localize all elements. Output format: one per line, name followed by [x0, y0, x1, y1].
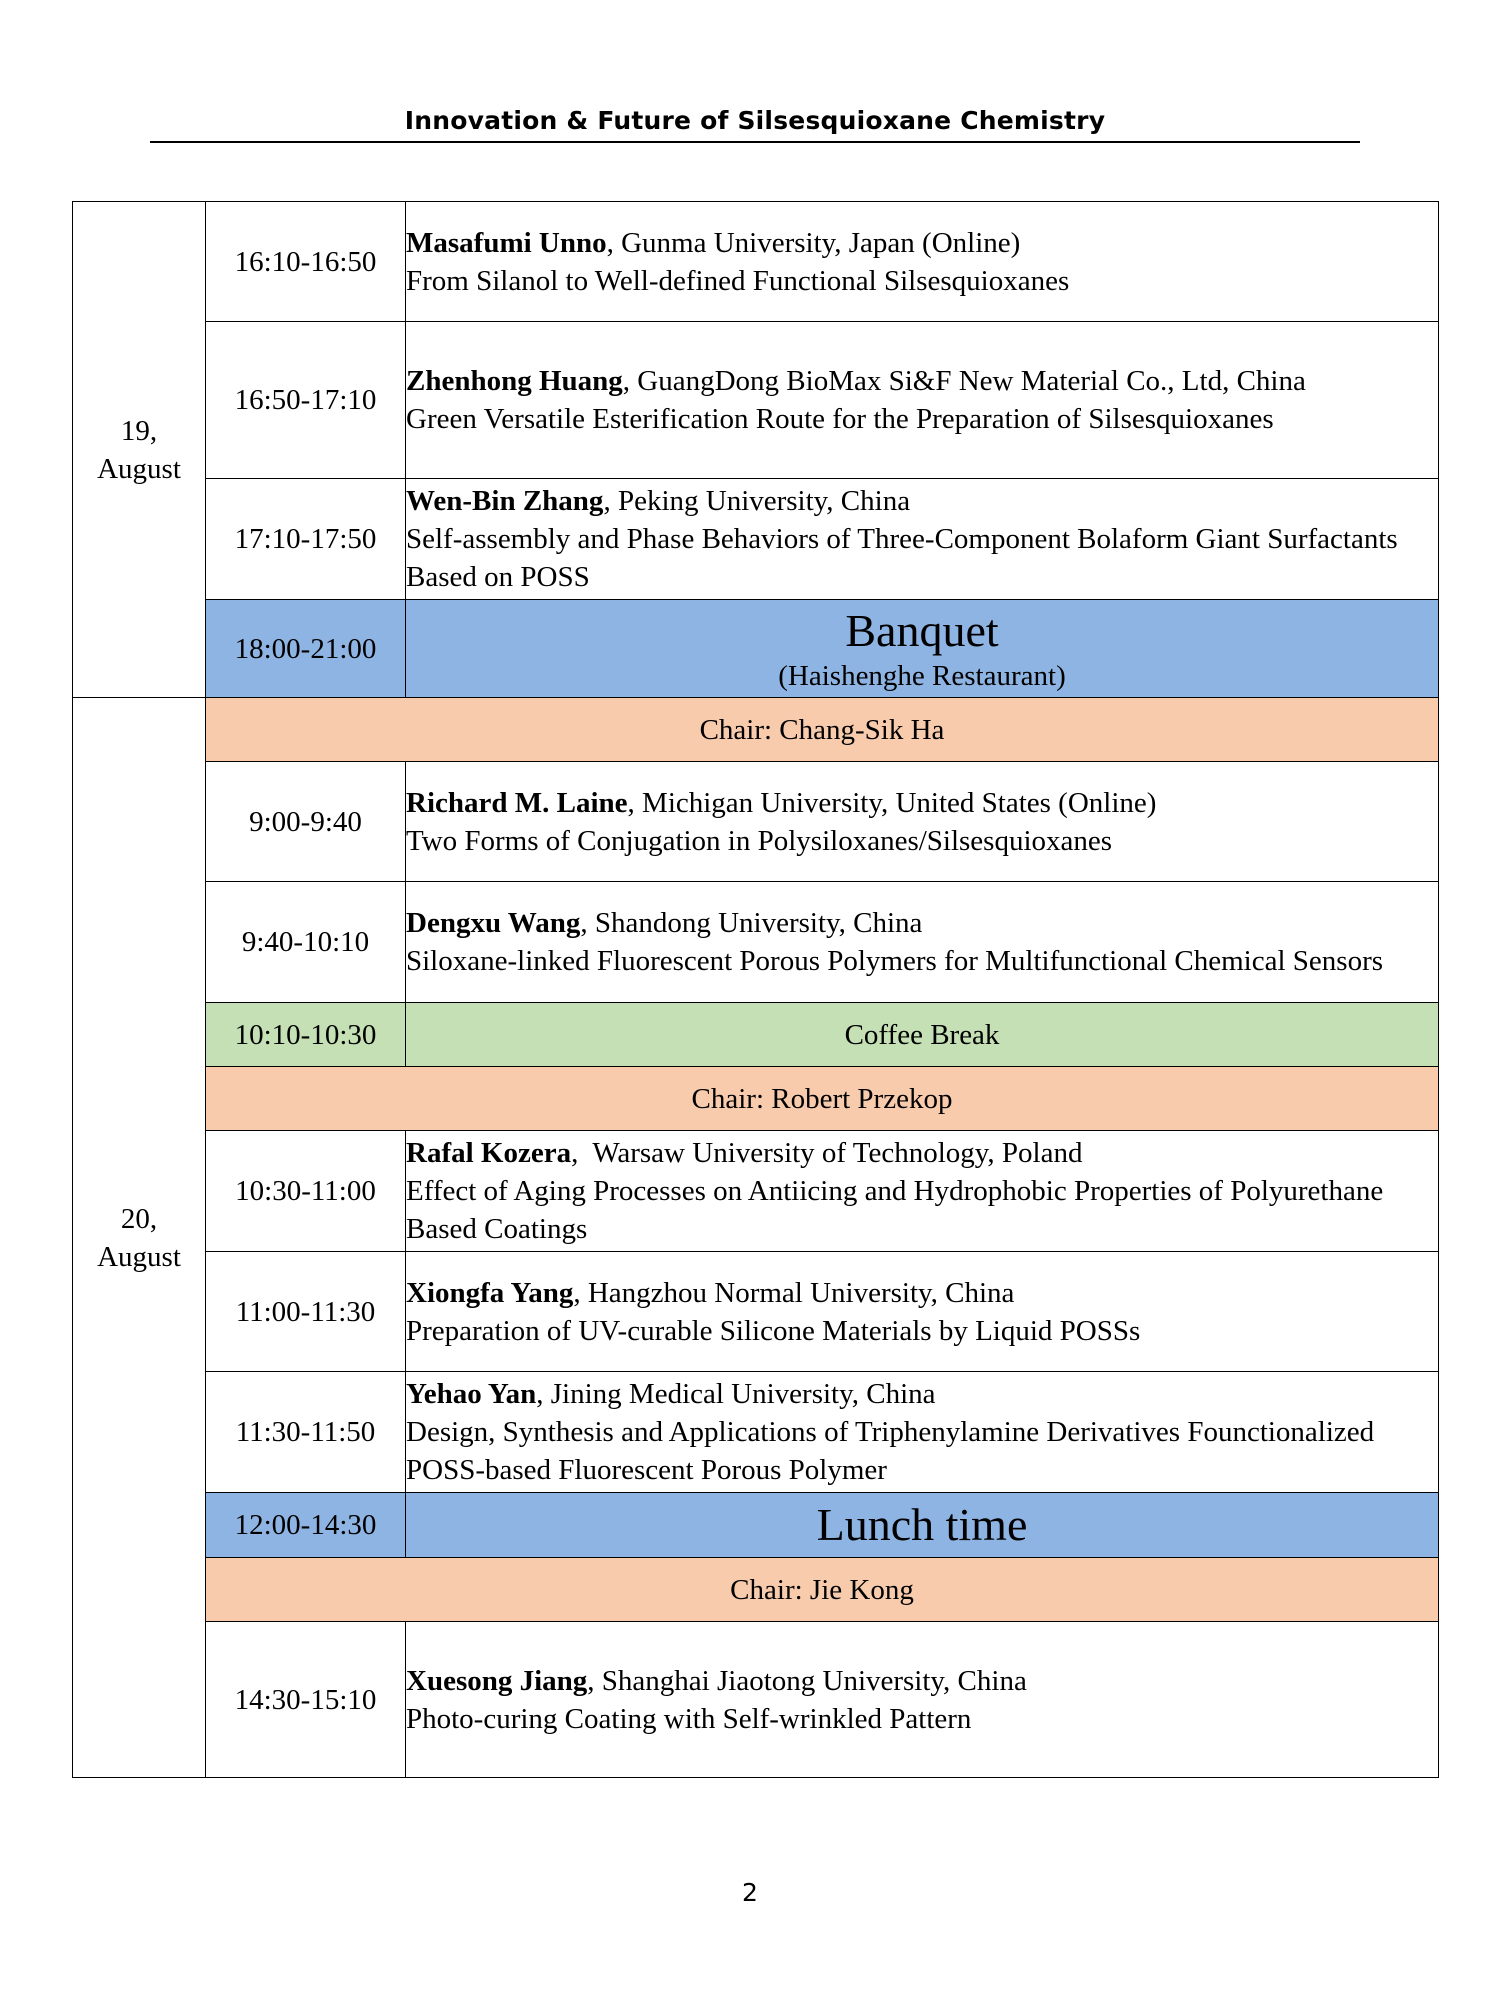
- talk-title: Preparation of UV-curable Silicone Materials by Liquid POSSs: [406, 1314, 1141, 1347]
- banquet-label: Banquet: [845, 604, 999, 656]
- talk-title: Two Forms of Conjugation in Polysiloxanes/Silsesquioxanes: [406, 824, 1113, 857]
- chair-row: [73, 1067, 1439, 1131]
- time-cell: 10:30-11:00: [206, 1131, 406, 1252]
- time-cell: 14:30-15:10: [206, 1622, 406, 1778]
- coffee-break-row: [73, 1003, 1439, 1067]
- day-cell: [73, 202, 206, 698]
- banquet-cell: [406, 600, 1439, 698]
- time-cell: 11:00-11:30: [206, 1252, 406, 1372]
- speaker-name: Rafal Kozera: [406, 1137, 572, 1169]
- lunch-label: Lunch time: [816, 1499, 1028, 1550]
- talk-title: Photo-curing Coating with Self-wrinkled Pattern: [406, 1702, 972, 1735]
- talk-cell: [406, 1622, 1439, 1778]
- talk-cell: [406, 762, 1439, 882]
- speaker-affiliation: , Shandong University, China: [580, 907, 923, 939]
- speaker-name: Wen-Bin Zhang: [406, 485, 604, 517]
- time-cell: 12:00-14:30: [206, 1493, 406, 1558]
- talk-title: Siloxane-linked Fluorescent Porous Polymers for Multifunctional Chemical Sensors: [406, 945, 1384, 977]
- chair-row: [73, 1558, 1439, 1622]
- lunch-row: [73, 1493, 1439, 1558]
- speaker-affiliation: , Shanghai Jiaotong University, China: [587, 1664, 1027, 1697]
- lunch-cell: [406, 1493, 1439, 1558]
- speaker-affiliation: , GuangDong BioMax Si&F New Material Co., Ltd, China: [622, 365, 1306, 397]
- time-cell: 9:40-10:10: [206, 882, 406, 1003]
- talk-cell: [406, 1252, 1439, 1372]
- speaker-affiliation: , Hangzhou Normal University, China: [573, 1276, 1015, 1309]
- talk-row: [73, 1252, 1439, 1372]
- speaker-name: Zhenhong Huang: [406, 365, 623, 397]
- talk-row: [73, 1622, 1439, 1778]
- talk-row: [73, 1131, 1439, 1252]
- chair-cell: Chair: Jie Kong: [206, 1558, 1439, 1622]
- page-header-title: Innovation & Future of Silsesquioxane Chemistry: [404, 106, 1106, 135]
- time-cell: 16:50-17:10: [206, 322, 406, 479]
- speaker-name: Masafumi Unno: [406, 226, 607, 259]
- time-cell: 9:00-9:40: [206, 762, 406, 882]
- talk-row: [73, 882, 1439, 1003]
- talk-cell: [406, 479, 1439, 600]
- time-cell: 16:10-16:50: [206, 202, 406, 322]
- day-date: 20, August: [97, 1202, 181, 1273]
- talk-cell: [406, 322, 1439, 479]
- talk-title: Design, Synthesis and Applications of Triphenylamine Derivatives Founctionalized POSS-based Fluorescent Porous Polymer: [406, 1416, 1375, 1486]
- speaker-affiliation: , Warsaw University of Technology, Poland: [571, 1137, 1083, 1169]
- banquet-venue: (Haishenghe Restaurant): [778, 659, 1066, 692]
- coffee-break-cell: Coffee Break: [406, 1003, 1439, 1067]
- page-number: 2: [742, 1878, 758, 1907]
- talk-row: [73, 1372, 1439, 1493]
- talk-row: [73, 762, 1439, 882]
- day-date: 19, August: [97, 414, 181, 485]
- talk-title: Effect of Aging Processes on Antiicing and Hydrophobic Properties of Polyurethane Based Coatings: [406, 1175, 1384, 1245]
- speaker-name: Richard M. Laine: [406, 786, 628, 819]
- talk-cell: [406, 882, 1439, 1003]
- talk-title: Green Versatile Esterification Route for the Preparation of Silsesquioxanes: [406, 403, 1274, 435]
- speaker-name: Xiongfa Yang: [406, 1276, 574, 1309]
- talk-cell: [406, 202, 1439, 322]
- banquet-row: [73, 600, 1439, 698]
- speaker-name: Yehao Yan: [406, 1378, 537, 1410]
- talk-cell: [406, 1131, 1439, 1252]
- schedule-table: [72, 201, 1439, 1778]
- time-cell: 10:10-10:30: [206, 1003, 406, 1067]
- header-divider: [150, 141, 1360, 143]
- time-cell: 11:30-11:50: [206, 1372, 406, 1493]
- time-cell: 17:10-17:50: [206, 479, 406, 600]
- time-cell: 18:00-21:00: [206, 600, 406, 698]
- chair-cell: Chair: Robert Przekop: [206, 1067, 1439, 1131]
- talk-title: From Silanol to Well-defined Functional Silsesquioxanes: [406, 264, 1070, 297]
- talk-cell: [406, 1372, 1439, 1493]
- talk-row: [73, 322, 1439, 479]
- speaker-name: Dengxu Wang: [406, 907, 581, 939]
- day-cell: [73, 698, 206, 1778]
- talk-row: [73, 479, 1439, 600]
- speaker-name: Xuesong Jiang: [406, 1664, 588, 1697]
- speaker-affiliation: , Jining Medical University, China: [536, 1378, 936, 1410]
- chair-row: [73, 698, 1439, 762]
- speaker-affiliation: , Michigan University, United States (Online): [627, 786, 1157, 819]
- speaker-affiliation: , Peking University, China: [603, 485, 911, 517]
- speaker-affiliation: , Gunma University, Japan (Online): [606, 226, 1021, 259]
- chair-cell: Chair: Chang-Sik Ha: [206, 698, 1439, 762]
- talk-title: Self-assembly and Phase Behaviors of Three-Component Bolaform Giant Surfactants Based on POSS: [406, 523, 1398, 593]
- talk-row: [73, 202, 1439, 322]
